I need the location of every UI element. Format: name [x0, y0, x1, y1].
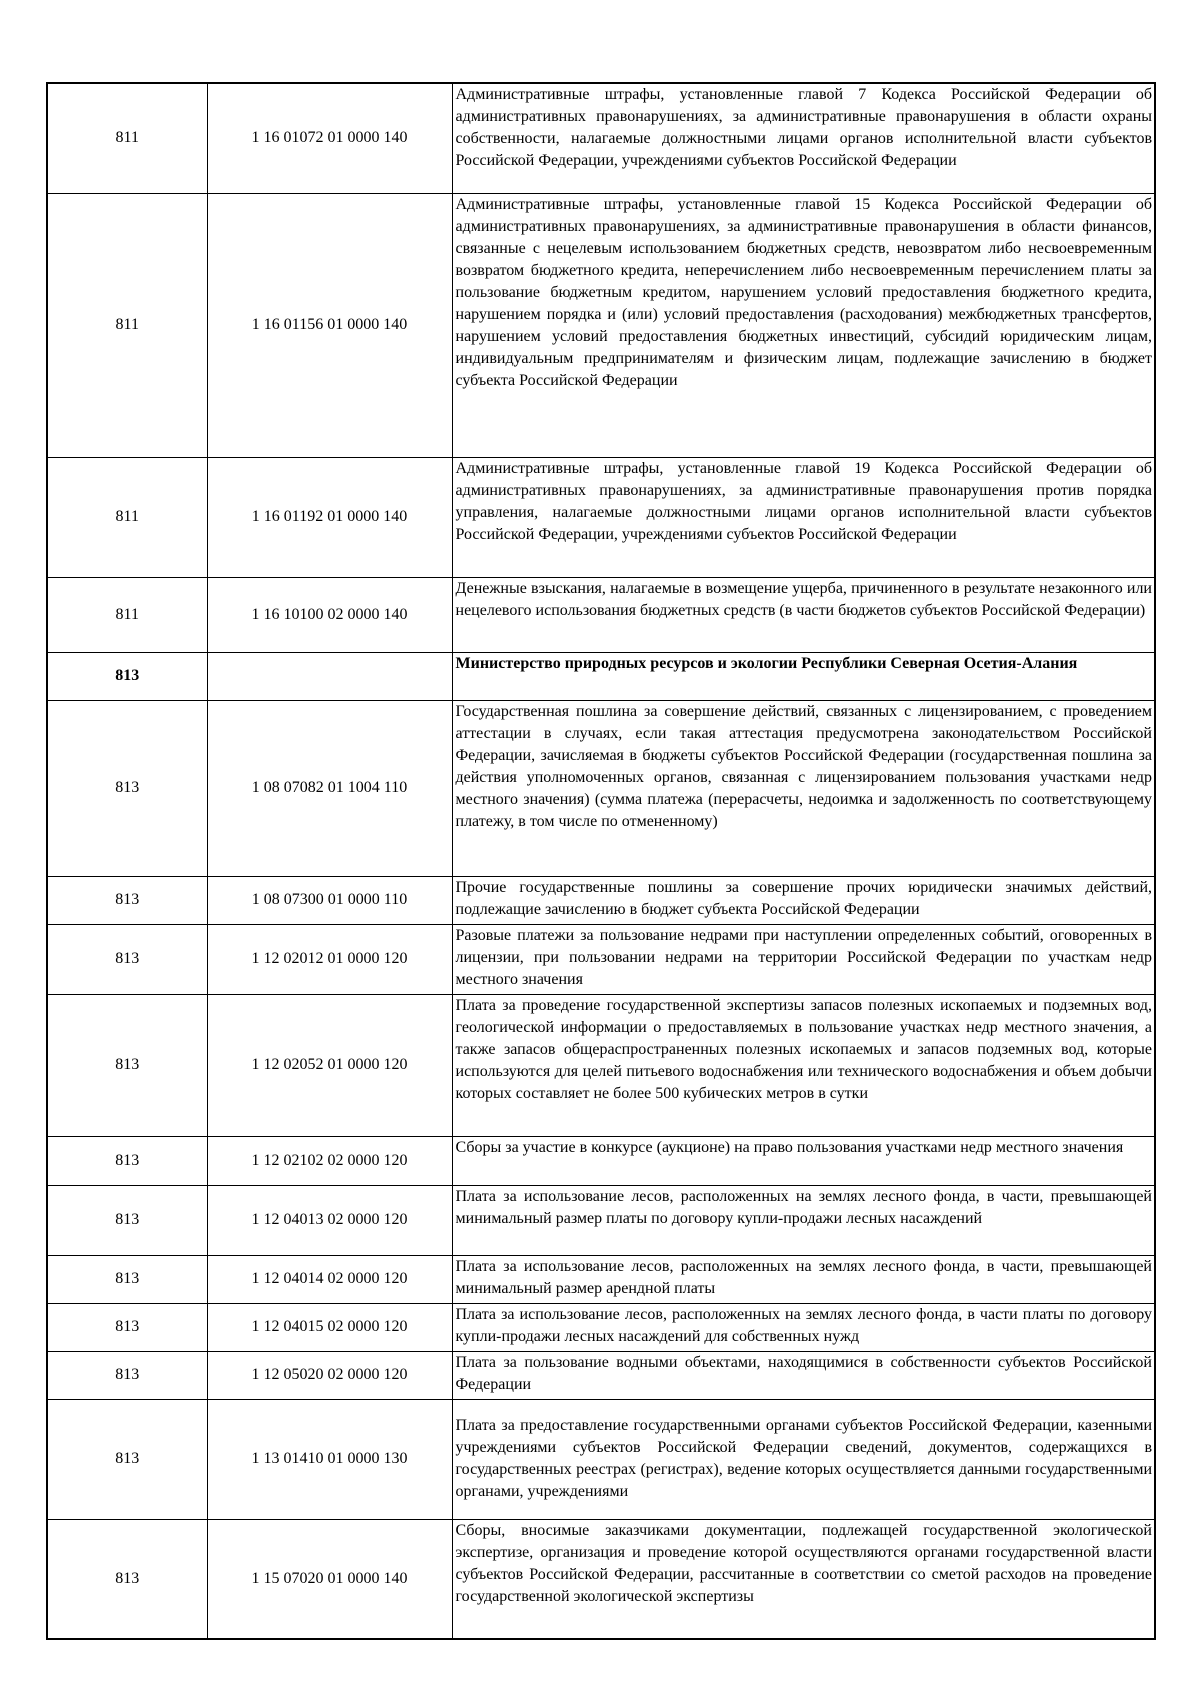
budget-classification-code-cell: 1 12 04015 02 0000 120: [207, 1303, 452, 1351]
revenue-description-cell: Административные штрафы, установленные главой 7 Кодекса Российской Федерации об административных правонарушениях, за административные правонарушения в области охраны собственности, налагаемые должностными лицами органов исполнительной власти субъектов Российской Федерации, учреждениями субъектов Российской Федерации: [452, 83, 1155, 193]
table-row: [47, 1351, 1155, 1399]
administrator-code-cell: 811: [47, 457, 207, 577]
revenue-description-cell: Плата за использование лесов, расположенных на землях лесного фонда, в части, превышающей минимальный размер платы по договору купли-продажи лесных насаждений: [452, 1185, 1155, 1255]
administrator-code-cell: 813: [47, 700, 207, 876]
revenue-description-cell: Денежные взыскания, налагаемые в возмещение ущерба, причиненного в результате незаконного или нецелевого использования бюджетных средств (в части бюджетов субъектов Российской Федерации): [452, 577, 1155, 652]
budget-classification-code-cell: 1 16 01156 01 0000 140: [207, 193, 452, 457]
budget-classification-code-cell: 1 12 04013 02 0000 120: [207, 1185, 452, 1255]
table-row: [47, 577, 1155, 652]
budget-classification-code-cell: 1 08 07082 01 1004 110: [207, 700, 452, 876]
revenue-description-cell: Сборы, вносимые заказчиками документации, подлежащей государственной экологической экспертизе, организация и проведение которой осуществляются органами государственной власти субъектов Российской Федерации, рассчитанные в соответствии со сметой расходов на проведение государственной экологической экспертизы: [452, 1519, 1155, 1639]
table-row: [47, 700, 1155, 876]
ministry-name-cell: Министерство природных ресурсов и экологии Республики Северная Осетия-Алания: [452, 652, 1155, 700]
administrator-code-cell: 813: [47, 1303, 207, 1351]
table-row: [47, 1255, 1155, 1303]
budget-classification-code-cell: 1 12 02102 02 0000 120: [207, 1136, 452, 1185]
administrator-code-cell: 813: [47, 1399, 207, 1519]
revenue-description-cell: Плата за пользование водными объектами, находящимися в собственности субъектов Российской Федерации: [452, 1351, 1155, 1399]
administrator-code-cell: 813: [47, 1136, 207, 1185]
budget-classification-code-cell: 1 12 04014 02 0000 120: [207, 1255, 452, 1303]
budget-classification-code-cell: 1 12 02052 01 0000 120: [207, 994, 452, 1136]
table-row: [47, 1136, 1155, 1185]
table-row: [47, 1519, 1155, 1639]
revenue-description-cell: Разовые платежи за пользование недрами при наступлении определенных событий, оговоренных в лицензии, при пользовании недрами на территории Российской Федерации по участкам недр местного значения: [452, 924, 1155, 994]
administrator-code-cell: 813: [47, 1185, 207, 1255]
revenue-description-cell: Административные штрафы, установленные главой 19 Кодекса Российской Федерации об административных правонарушениях, за административные правонарушения против порядка управления, налагаемые должностными лицами органов исполнительной власти субъектов Российской Федерации, учреждениями субъектов Российской Федерации: [452, 457, 1155, 577]
budget-classification-code-cell: 1 13 01410 01 0000 130: [207, 1399, 452, 1519]
table-row: [47, 457, 1155, 577]
table-row: [47, 876, 1155, 924]
budget-classification-code-cell: [207, 652, 452, 700]
table-row: [47, 1399, 1155, 1519]
budget-classification-code-cell: 1 08 07300 01 0000 110: [207, 876, 452, 924]
revenue-description-cell: Административные штрафы, установленные главой 15 Кодекса Российской Федерации об административных правонарушениях, за административные правонарушения в области финансов, связанные с нецелевым использованием бюджетных средств, невозвратом либо несвоевременным возвратом бюджетного кредита, неперечислением либо несвоевременным перечислением платы за пользование бюджетным кредитом, нарушением условий предоставления бюджетного кредита, нарушением порядка и (или) условий предоставления (расходования) межбюджетных трансфертов, нарушением условий предоставления бюджетных инвестиций, субсидий юридическим лицам, индивидуальным предпринимателям и физическим лицам, подлежащие зачислению в бюджет субъекта Российской Федерации: [452, 193, 1155, 457]
administrator-code-cell: 813: [47, 1255, 207, 1303]
budget-classification-code-cell: 1 16 01072 01 0000 140: [207, 83, 452, 193]
table-row: [47, 193, 1155, 457]
revenue-description-cell: Государственная пошлина за совершение действий, связанных с лицензированием, с проведением аттестации в случаях, если такая аттестация предусмотрена законодательством Российской Федерации, зачисляемая в бюджеты субъектов Российской Федерации (государственная пошлина за действия уполномоченных органов, связанная с лицензированием пользования участками недр местного значения) (сумма платежа (перерасчеты, недоимка и задолженность по соответствующему платежу, в том числе по отмененному): [452, 700, 1155, 876]
budget-classification-code-cell: 1 16 01192 01 0000 140: [207, 457, 452, 577]
budget-classification-code-cell: 1 15 07020 01 0000 140: [207, 1519, 452, 1639]
table-row: [47, 994, 1155, 1136]
budget-classification-code-cell: 1 12 05020 02 0000 120: [207, 1351, 452, 1399]
table-row: [47, 1303, 1155, 1351]
revenue-description-cell: Плата за использование лесов, расположенных на землях лесного фонда, в части платы по договору купли-продажи лесных насаждений для собственных нужд: [452, 1303, 1155, 1351]
revenue-description-cell: Прочие государственные пошлины за совершение прочих юридически значимых действий, подлежащие зачислению в бюджет субъекта Российской Федерации: [452, 876, 1155, 924]
administrator-code-cell: 813: [47, 924, 207, 994]
administrator-code-cell: 811: [47, 577, 207, 652]
revenue-description-cell: Плата за использование лесов, расположенных на землях лесного фонда, в части, превышающей минимальный размер арендной платы: [452, 1255, 1155, 1303]
administrator-code-cell: 813: [47, 652, 207, 700]
document-page: [46, 82, 1154, 1640]
budget-classification-code-cell: 1 12 02012 01 0000 120: [207, 924, 452, 994]
table-row: [47, 924, 1155, 994]
budget-classification-code-cell: 1 16 10100 02 0000 140: [207, 577, 452, 652]
administrator-code-cell: 813: [47, 994, 207, 1136]
administrator-code-cell: 811: [47, 193, 207, 457]
revenue-codes-table: [46, 82, 1156, 1640]
administrator-code-cell: 811: [47, 83, 207, 193]
revenue-description-cell: Плата за предоставление государственными органами субъектов Российской Федерации, казенными учреждениями субъектов Российской Федерации сведений, документов, содержащихся в государственных реестрах (регистрах), ведение которых осуществляется данными государственными органами, учреждениями: [452, 1399, 1155, 1519]
administrator-code-cell: 813: [47, 1351, 207, 1399]
table-row: [47, 83, 1155, 193]
table-row: [47, 1185, 1155, 1255]
revenue-description-cell: Плата за проведение государственной экспертизы запасов полезных ископаемых и подземных вод, геологической информации о предоставляемых в пользование участках недр местного значения, а также запасов общераспространенных полезных ископаемых и запасов подземных вод, которые используются для целей питьевого водоснабжения или технического водоснабжения и объем добычи которых составляет не более 500 кубических метров в сутки: [452, 994, 1155, 1136]
administrator-code-cell: 813: [47, 876, 207, 924]
revenue-description-cell: Сборы за участие в конкурсе (аукционе) на право пользования участками недр местного значения: [452, 1136, 1155, 1185]
ministry-header-row: [47, 652, 1155, 700]
administrator-code-cell: 813: [47, 1519, 207, 1639]
